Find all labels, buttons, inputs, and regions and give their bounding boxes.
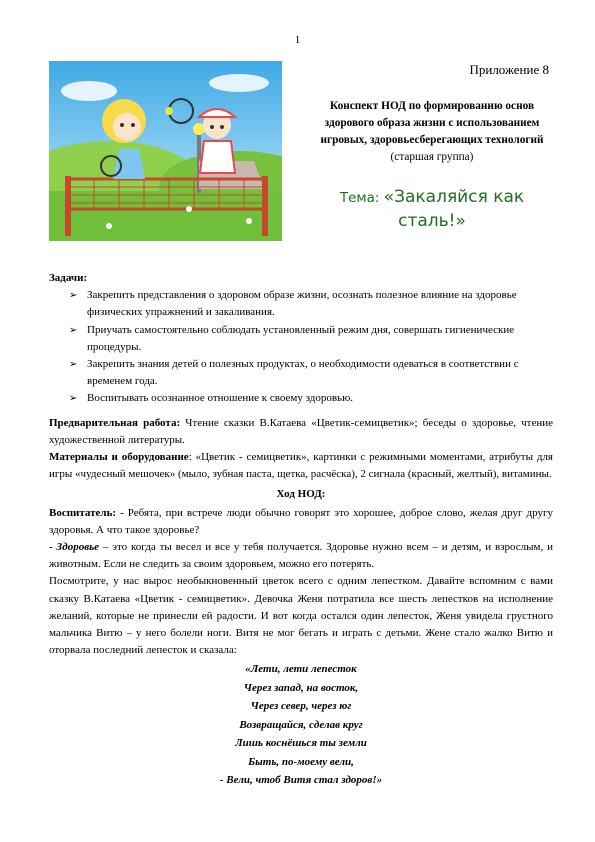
title-line-2: здорового образа жизни с использованием xyxy=(324,117,540,129)
poem-line: Быть, по-моему вели, xyxy=(248,755,354,768)
task-item: ➢ Приучать самостоятельно соблюдать установленный режим дня, совершать гигиенические процедуры. xyxy=(69,322,553,356)
topic xyxy=(298,186,566,233)
poem xyxy=(49,660,553,790)
tasks-list xyxy=(49,287,553,407)
title-line-3: игровых, здоровьесберегающих технологий xyxy=(320,134,544,146)
poem-line: Возвращайся, сделав круг xyxy=(239,718,363,731)
teacher-text: Ребята, при встрече люди обычно говорят это хорошее, доброе слово, желая друг другу здоровья. А что такое здоровье? xyxy=(49,506,554,536)
poem-line: Лишь коснёшься ты земли xyxy=(235,737,367,750)
document-body xyxy=(49,270,553,790)
health-paragraph xyxy=(49,539,553,573)
materials-label: Материалы и оборудование xyxy=(49,451,189,464)
materials-paragraph xyxy=(49,449,553,483)
health-dash: - xyxy=(49,541,57,554)
poem-line: «Лети, лети лепесток xyxy=(245,663,357,676)
tennis-kids-illustration xyxy=(49,61,282,241)
health-word: Здоровье xyxy=(56,541,100,554)
task-item: ➢ Воспитывать осознанное отношение к своему здоровью. xyxy=(69,390,553,407)
prep-work-label: Предварительная работа: xyxy=(49,416,181,429)
prep-work-paragraph xyxy=(49,415,553,449)
story-paragraph: Посмотрите, у нас вырос необыкновенный цветок всего с одним лепестком. Давайте вспомним с вами сказку В.Катаева «Цветик - семицветик». Девочка Женя потратила все шесть лепестков на исполнение желаний, которые не принесли ей радости. И вот когда остался один лепесток, Женя увидела грустного мальчика Витю – у него болели ноги. Витя не мог бегать и играть с детьми. Жене стало жалко Витю и оторвала последний лепесток и сказала: xyxy=(49,575,553,657)
appendix-label: Приложение 8 xyxy=(469,62,549,77)
tasks-heading: Задачи: xyxy=(49,272,88,284)
poem-line: Через север, через юг xyxy=(250,700,352,713)
title-line-1: Конспект НОД по формированию основ xyxy=(329,100,535,112)
topic-label: Тема: xyxy=(339,190,384,206)
teacher-paragraph xyxy=(49,505,553,539)
poem-line: - Вели, чтоб Витя стал здоров!» xyxy=(219,774,383,787)
teacher-label: Воспитатель: - xyxy=(49,506,124,519)
topic-line-2: сталь!» xyxy=(398,211,466,231)
task-item: ➢ Закрепить знания детей о полезных продуктах, о необходимости одеваться в соответствии с временем года. xyxy=(69,356,553,390)
prep-work-text: Чтение сказки В.Катаева «Цветик-семицветик»; беседы о здоровье, чтение художественной литературы. xyxy=(49,416,553,446)
materials-text: : «Цветик - семицветик», картинки с режимными моментами, атрибуты для игры «чудесный мешочек» (мыло, зубная паста, щетка, расчёска), 2 сигнала (красный, желтый), витамины. xyxy=(49,451,553,481)
document-title xyxy=(298,98,566,166)
title-subtitle: (старшая группа) xyxy=(390,151,474,163)
task-item: ➢ Закрепить представления о здоровом образе жизни, осознать полезное влияние на здоровье физических упражнений и закаливания. xyxy=(69,287,553,321)
course-heading: Ход НОД: xyxy=(276,488,326,501)
topic-line-1: «Закаляйся как xyxy=(383,187,525,207)
page-number: 1 xyxy=(294,34,301,46)
health-text: – это когда ты весел и все у тебя получается. Здоровье нужно всем – и детям, и взрослым, и животным. Если не следить за своим здоровьем, можно его потерять. xyxy=(49,541,553,571)
poem-line: Через запад, на восток, xyxy=(243,681,359,694)
